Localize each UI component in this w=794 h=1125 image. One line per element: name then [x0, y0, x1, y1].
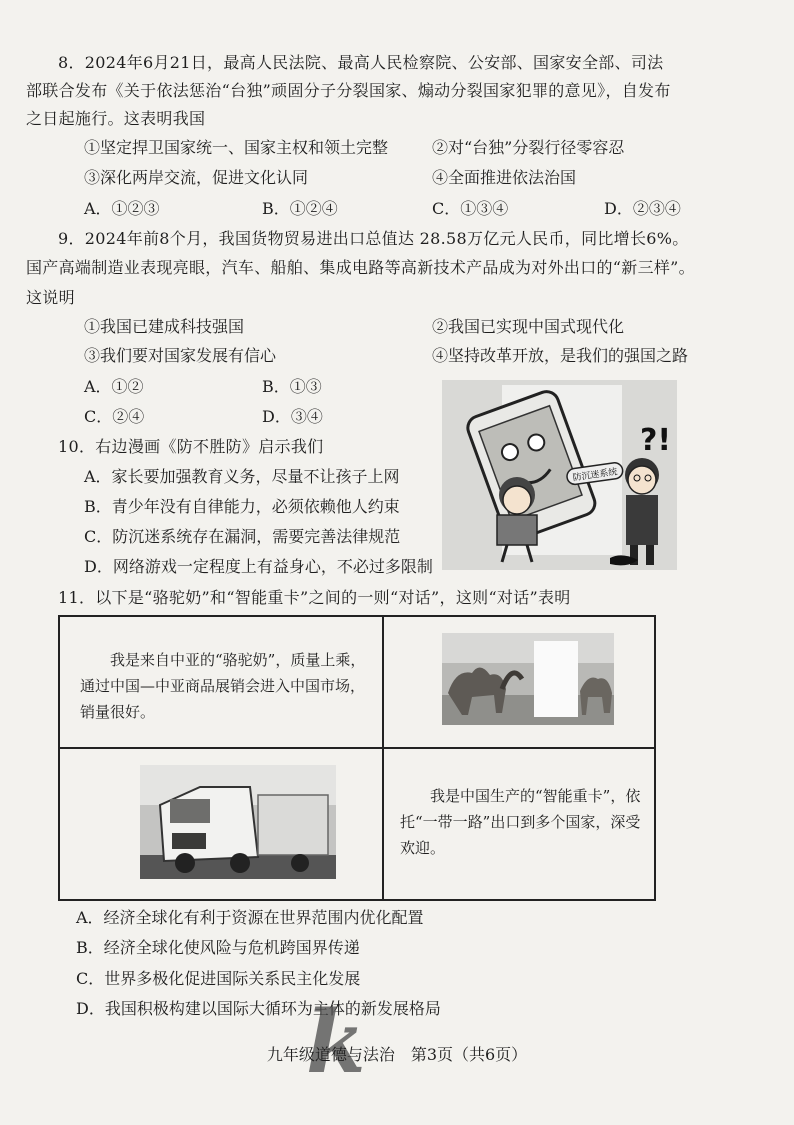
q8-stem-line-1: 8．2024年6月21日，最高人民法院、最高人民检察院、公安部、国家安全部、司法: [58, 53, 664, 72]
q8-stem-line-2: 部联合发布《关于依法惩治“台独”顽固分子分裂国家、煽动分裂国家犯罪的意见》，自发布: [26, 81, 671, 100]
q8-option-d[interactable]: D．②③④: [604, 199, 681, 218]
q9-item-3: ③我们要对国家发展有信心: [84, 346, 277, 365]
q8-option-b[interactable]: B．①②④: [262, 199, 338, 218]
q11-option-d[interactable]: D．我国积极构建以国际大循环为主体的新发展格局: [76, 999, 441, 1018]
q9-stem-line-2: 国产高端制造业表现亮眼，汽车、船舶、集成电路等高新技术产品成为对外出口的“新三样”。: [26, 258, 695, 277]
q10-option-d[interactable]: D．网络游戏一定程度上有益身心，不必过多限制: [84, 557, 433, 576]
q8-item-2: ②对“台独”分裂行径零容忍: [432, 138, 625, 157]
table-divider-horizontal: [60, 747, 654, 749]
truck-photo: [140, 765, 336, 879]
q9-item-1: ①我国已建成科技强国: [84, 317, 245, 336]
q8-item-3: ③深化两岸交流，促进文化认同: [84, 168, 309, 187]
q9-stem-line-3: 这说明: [26, 288, 75, 307]
q8-option-a[interactable]: A．①②③: [84, 199, 160, 218]
q10-stem: 10．右边漫画《防不胜防》启示我们: [58, 437, 324, 456]
camel-milk-text: 我是来自中亚的“骆驼奶”，质量上乘，通过中国—中亚商品展销会进入中国市场，销量很好。: [80, 651, 366, 721]
camel-image: [442, 633, 614, 725]
cartoon-sign-text: 防沉迷系统: [572, 467, 619, 484]
cartoon-drawing: [442, 380, 677, 570]
q10-option-b[interactable]: B．青少年没有自律能力，必须依赖他人约束: [84, 497, 400, 516]
q9-item-2: ②我国已实现中国式现代化: [432, 317, 625, 336]
q9-option-b[interactable]: B．①③: [262, 377, 322, 396]
watermark-k-logo: k: [306, 992, 366, 1093]
q11-stem: 11．以下是“骆驼奶”和“智能重卡”之间的一则“对话”，这则“对话”表明: [58, 588, 571, 607]
truck-image: [140, 765, 336, 879]
q9-option-d[interactable]: D．③④: [262, 407, 323, 426]
page-footer: 九年级道德与法治 第3页（共6页）: [266, 1045, 528, 1064]
q9-item-4: ④坚持改革开放，是我们的强国之路: [432, 346, 689, 365]
q11-option-b[interactable]: B．经济全球化使风险与危机跨国界传递: [76, 938, 360, 957]
q8-stem-line-3: 之日起施行。这表明我国: [26, 109, 206, 128]
q11-option-a[interactable]: A．经济全球化有利于资源在世界范围内优化配置: [76, 908, 424, 927]
q10-option-a[interactable]: A．家长要加强教育义务，尽量不让孩子上网: [84, 467, 400, 486]
smart-truck-text: 我是中国生产的“智能重卡”，依托“一带一路”出口到多个国家，深受欢迎。: [400, 787, 641, 857]
q8-option-c[interactable]: C．①③④: [432, 199, 509, 218]
q9-option-a[interactable]: A．①②: [84, 377, 144, 396]
question-exclaim-icon: ?!: [640, 423, 672, 458]
q11-option-c[interactable]: C．世界多极化促进国际关系民主化发展: [76, 969, 361, 988]
q10-option-c[interactable]: C．防沉迷系统存在漏洞，需要完善法律规范: [84, 527, 401, 546]
camel-photo: [442, 633, 614, 725]
dialogue-table: [58, 615, 656, 901]
q9-stem-line-1: 9．2024年前8个月，我国货物贸易进出口总值达 28.58万亿元人民币，同比增长6%。: [58, 229, 689, 248]
q8-item-1: ①坚定捍卫国家统一、国家主权和领土完整: [84, 138, 389, 157]
q9-option-c[interactable]: C．②④: [84, 407, 145, 426]
table-divider-vertical: [382, 617, 384, 899]
cartoon-image: [442, 380, 677, 570]
q8-item-4: ④全面推进依法治国: [432, 168, 577, 187]
